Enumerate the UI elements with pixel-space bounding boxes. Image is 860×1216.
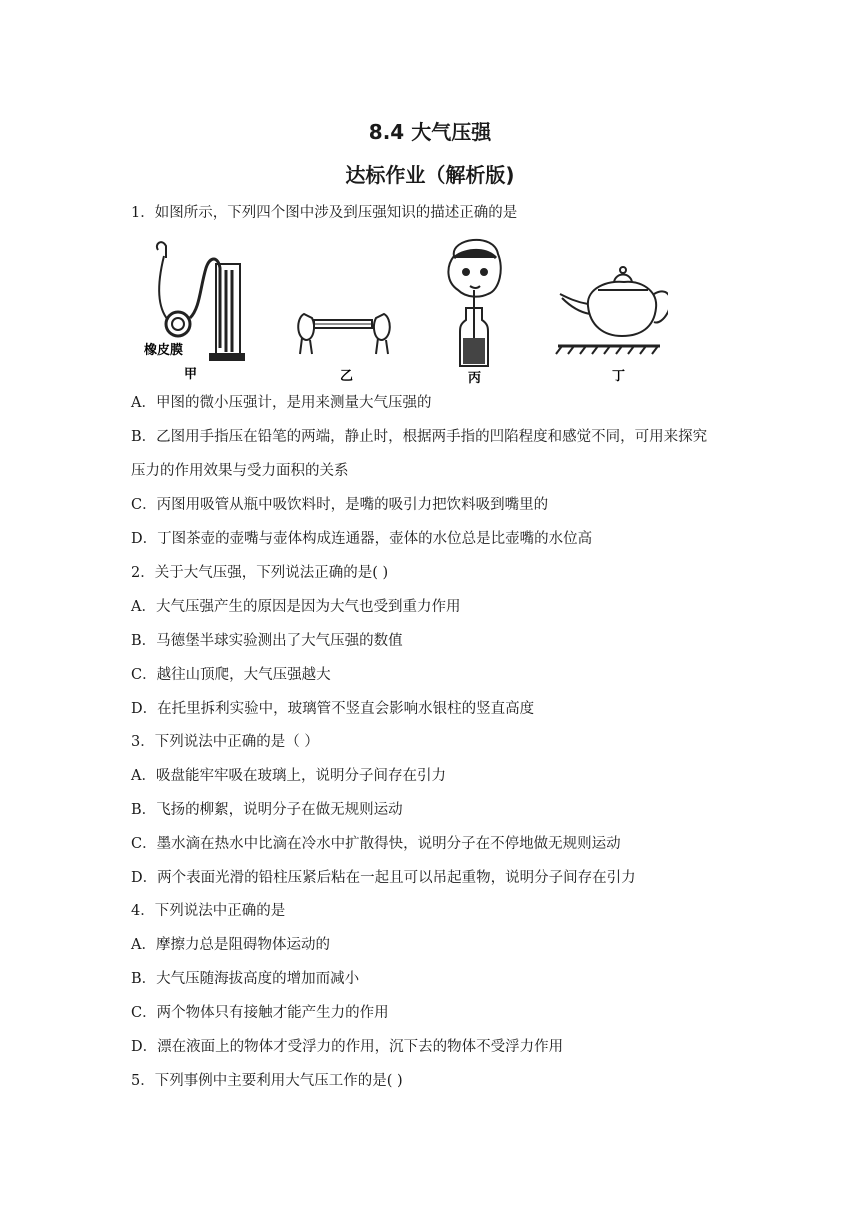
q1-option-a: A．甲图的微小压强计，是用来测量大气压强的 bbox=[131, 395, 432, 411]
q4-option-d: D．漂在液面上的物体才受浮力的作用，沉下去的物体不受浮力作用 bbox=[131, 1039, 564, 1055]
q3-option-a: A．吸盘能牢牢吸在玻璃上，说明分子间存在引力 bbox=[131, 768, 446, 784]
question-4-stem: 4．下列说法中正确的是 bbox=[131, 903, 286, 919]
figure-label-jia: 甲 bbox=[184, 367, 198, 382]
q4-option-b: B．大气压随海拔高度的增加而减小 bbox=[131, 971, 360, 987]
question-3-stem: 3．下列说法中正确的是（ ） bbox=[131, 734, 319, 750]
figure-illustrations bbox=[128, 228, 668, 388]
q2-option-d: D．在托里拆利实验中，玻璃管不竖直会影响水银柱的竖直高度 bbox=[131, 701, 535, 717]
figure-label-yi: 乙 bbox=[340, 369, 354, 384]
q1-option-b: B．乙图用手指压在铅笔的两端，静止时，根据两手指的凹陷程度和感觉不同，可用来探究 bbox=[131, 429, 708, 445]
q3-option-d: D．两个表面光滑的铅柱压紧后粘在一起且可以吊起重物，说明分子间存在引力 bbox=[131, 870, 636, 886]
figure-label-ding: 丁 bbox=[612, 369, 626, 384]
q2-option-b: B．马德堡半球实验测出了大气压强的数值 bbox=[131, 633, 403, 649]
question-1-figure bbox=[128, 228, 668, 388]
q1-option-c: C．丙图用吸管从瓶中吸饮料时，是嘴的吸引力把饮料吸到嘴里的 bbox=[131, 497, 549, 513]
question-2-stem: 2．关于大气压强，下列说法正确的是( ) bbox=[131, 565, 389, 581]
drinking-straw-illustration bbox=[448, 240, 500, 366]
q4-option-c: C．两个物体只有接触才能产生力的作用 bbox=[131, 1005, 389, 1021]
q1-option-b-cont: 压力的作用效果与受力面积的关系 bbox=[131, 463, 349, 479]
q3-option-c: C．墨水滴在热水中比滴在冷水中扩散得快，说明分子在不停地做无规则运动 bbox=[131, 836, 621, 852]
page-title: 8.4 大气压强 bbox=[368, 120, 492, 144]
figure-label-bing: 丙 bbox=[468, 371, 482, 386]
membrane-label: 橡皮膜 bbox=[144, 343, 184, 358]
pencil-fingers-illustration bbox=[298, 314, 390, 354]
teapot-illustration bbox=[556, 267, 668, 354]
q4-option-a: A．摩擦力总是阻碍物体运动的 bbox=[131, 937, 330, 953]
question-1-stem: 1．如图所示，下列四个图中涉及到压强知识的描述正确的是 bbox=[131, 205, 518, 221]
q2-option-a: A．大气压强产生的原因是因为大气也受到重力作用 bbox=[131, 599, 461, 615]
q1-option-d: D．丁图茶壶的壶嘴与壶体构成连通器，壶体的水位总是比壶嘴的水位高 bbox=[131, 531, 593, 547]
q2-option-c: C．越往山顶爬，大气压强越大 bbox=[131, 667, 331, 683]
question-5-stem: 5．下列事例中主要利用大气压工作的是( ) bbox=[131, 1073, 403, 1089]
page-subtitle: 达标作业（解析版) bbox=[345, 163, 515, 187]
q3-option-b: B．飞扬的柳絮，说明分子在做无规则运动 bbox=[131, 802, 403, 818]
